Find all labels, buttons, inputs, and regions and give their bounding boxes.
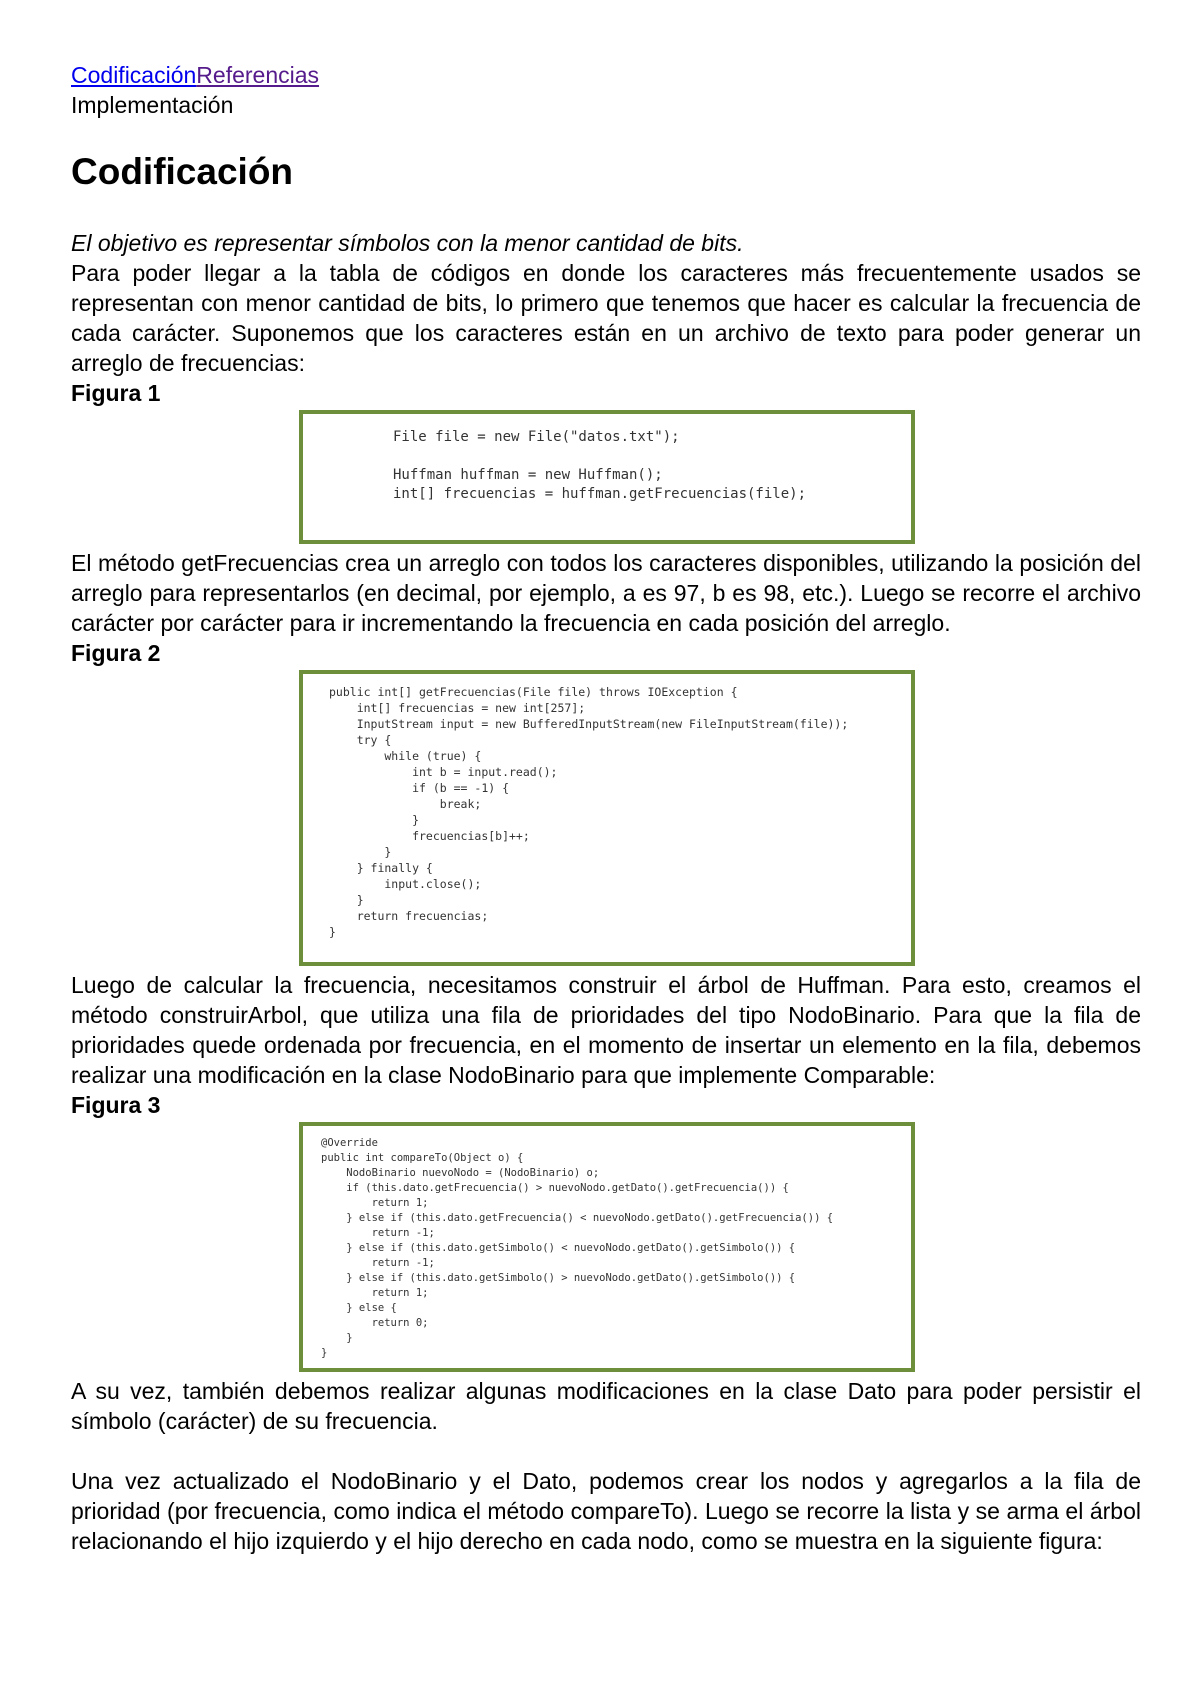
paragraph-2: El método getFrecuencias crea un arreglo con todos los caracteres disponibles, utilizando la posición del arreglo para representarlos (en decimal, por ejemplo, a es 97, b es 98, etc.). Luego se recorre el archivo carácter por carácter para ir incrementando la frecuencia en cada posición del arreglo. [71, 550, 1141, 636]
code-line: return 0; [321, 1317, 429, 1329]
paragraph-3: Luego de calcular la frecuencia, necesitamos construir el árbol de Huffman. Para esto, creamos el método construirArbol, que utiliza una fila de prioridades del tipo NodoBinario. Para que la fila de prioridades quede ordenada por frecuencia, en el momento de insertar un elemento en la fila, debemos realizar una modificación en la clase NodoBinario para que implemente Comparable: [71, 972, 1141, 1088]
paragraph-5: Una vez actualizado el NodoBinario y el Dato, podemos crear los nodos y agregarlos a la fila de prioridad (por frecuencia, como indica el método compareTo). Luego se recorre la lista y se arma el árbol relacionando el hijo izquierdo y el hijo derecho en cada nodo, como se muestra en la siguiente figura: [71, 1468, 1141, 1554]
code-line: } [321, 1347, 328, 1359]
figure-2-label: Figura 2 [71, 640, 161, 666]
code-line: } else if (this.dato.getFrecuencia() < nuevoNodo.getDato().getFrecuencia()) { [321, 1212, 834, 1224]
code-line: NodoBinario nuevoNodo = (NodoBinario) o; [321, 1167, 600, 1179]
link-referencias[interactable]: Referencias [196, 62, 320, 88]
code-line: break; [329, 797, 482, 811]
link-codificacion[interactable]: Codificación [71, 62, 197, 88]
code-line: return -1; [321, 1227, 435, 1239]
paragraph-1: Para poder llegar a la tabla de códigos en donde los caracteres más frecuentemente usados se representan con menor cantidad de bits, lo primero que tenemos que hacer es calcular la frecuencia de cada carácter. Suponemos que los caracteres están en un archivo de texto para poder generar un arreglo de frecuencias: [71, 260, 1141, 376]
code-line: return frecuencias; [329, 909, 489, 923]
code-line: } [329, 893, 364, 907]
code-line: int[] frecuencias = huffman.getFrecuencias(file); [393, 486, 807, 502]
code-line: @Override [321, 1137, 378, 1149]
figure-3-label: Figura 3 [71, 1092, 161, 1118]
code-line [393, 447, 911, 466]
paragraph-4: A su vez, también debemos realizar algunas modificaciones en la clase Dato para poder persistir el símbolo (carácter) de su frecuencia. [71, 1378, 1141, 1434]
lead-sentence: El objetivo es representar símbolos con la menor cantidad de bits. [71, 230, 744, 256]
code-line: input.close(); [329, 877, 482, 891]
figure-1-code [299, 410, 915, 544]
code-line: } else { [321, 1302, 397, 1314]
code-line: File file = new File("datos.txt"); [393, 429, 680, 445]
code-line: try { [329, 733, 392, 747]
code-line: } [321, 1332, 353, 1344]
code-line: int[] frecuencias = new int[257]; [329, 701, 586, 715]
code-line: while (true) { [329, 749, 482, 763]
code-line: return 1; [321, 1197, 429, 1209]
code-line: int b = input.read(); [329, 765, 558, 779]
code-line: return 1; [321, 1287, 429, 1299]
code-line: return -1; [321, 1257, 435, 1269]
figure-2-code [299, 670, 915, 966]
code-line: } [329, 925, 336, 939]
top-links [71, 60, 1141, 90]
code-line: if (this.dato.getFrecuencia() > nuevoNodo.getDato().getFrecuencia()) { [321, 1182, 789, 1194]
spacer [71, 1436, 1141, 1466]
code-line: } [329, 813, 420, 827]
code-line: InputStream input = new BufferedInputStream(new FileInputStream(file)); [329, 717, 849, 731]
page-title: Codificación [71, 151, 294, 192]
code-line: Huffman huffman = new Huffman(); [393, 467, 663, 483]
code-line: } finally { [329, 861, 433, 875]
code-line: } else if (this.dato.getSimbolo() > nuevoNodo.getDato().getSimbolo()) { [321, 1272, 796, 1284]
figure-3-code [299, 1122, 915, 1372]
code-line: public int compareTo(Object o) { [321, 1152, 524, 1164]
code-line: frecuencias[b]++; [329, 829, 530, 843]
code-line: public int[] getFrecuencias(File file) throws IOException { [329, 685, 738, 699]
implementation-label: Implementación [71, 92, 234, 118]
code-line: if (b == -1) { [329, 781, 510, 795]
figure-1-label: Figura 1 [71, 380, 161, 406]
code-line: } [329, 845, 392, 859]
code-line: } else if (this.dato.getSimbolo() < nuevoNodo.getDato().getSimbolo()) { [321, 1242, 796, 1254]
document-page [71, 60, 1141, 1556]
